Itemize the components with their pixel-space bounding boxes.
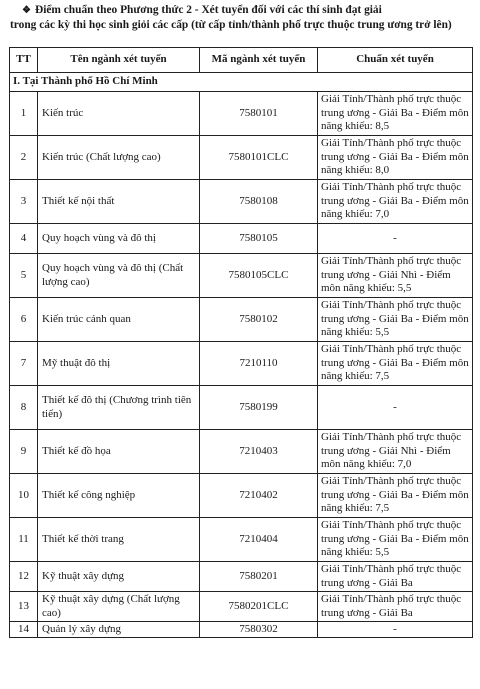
admission-criteria: Giải Tỉnh/Thành phố trực thuộc trung ương - Giải Ba - Điểm môn năng khiếu: 5,5	[318, 518, 473, 562]
heading-text-2: trong các kỳ thi học sinh giỏi các cấp (từ cấp tỉnh/thành phố trực thuộc trung ương trở lên)	[10, 19, 452, 31]
table-row	[10, 592, 473, 622]
program-name: Kỹ thuật xây dựng	[38, 562, 200, 592]
row-number: 3	[10, 180, 38, 224]
row-number: 4	[10, 224, 38, 254]
admission-table	[9, 47, 473, 638]
program-code: 7580105	[200, 224, 318, 254]
row-number: 7	[10, 342, 38, 386]
table-row	[10, 518, 473, 562]
program-name: Kiến trúc cảnh quan	[38, 298, 200, 342]
admission-criteria: Giải Tỉnh/Thành phố trực thuộc trung ương - Giải Ba - Điểm môn năng khiếu: 7,5	[318, 474, 473, 518]
table-row	[10, 430, 473, 474]
program-name: Thiết kế công nghiệp	[38, 474, 200, 518]
row-number: 6	[10, 298, 38, 342]
header-tt: TT	[10, 48, 38, 73]
row-number: 8	[10, 386, 38, 430]
table-row	[10, 92, 473, 136]
program-code: 7580302	[200, 622, 318, 638]
heading-text-1: Điểm chuẩn theo Phương thức 2 - Xét tuyển đối với các thí sinh đạt giải	[34, 4, 382, 16]
admission-criteria: Giải Tỉnh/Thành phố trực thuộc trung ương - Giải Ba - Điểm môn năng khiếu: 5,5	[318, 298, 473, 342]
program-code: 7580105CLC	[200, 254, 318, 298]
program-name: Quy hoạch vùng và đô thị (Chất lượng cao)	[38, 254, 200, 298]
program-name: Thiết kế thời trang	[38, 518, 200, 562]
admission-criteria: Giải Tỉnh/Thành phố trực thuộc trung ương - Giải Ba - Điểm môn năng khiếu: 8,5	[318, 92, 473, 136]
header-code: Mã ngành xét tuyển	[200, 48, 318, 73]
table-row	[10, 180, 473, 224]
program-code: 7210110	[200, 342, 318, 386]
admission-criteria: Giải Tỉnh/Thành phố trực thuộc trung ương - Giải Ba - Điểm môn năng khiếu: 7,0	[318, 180, 473, 224]
program-code: 7210403	[200, 430, 318, 474]
admission-criteria: -	[318, 622, 473, 638]
section-row	[10, 73, 473, 92]
table-row	[10, 474, 473, 518]
admission-criteria: Giải Tỉnh/Thành phố trực thuộc trung ương - Giải Ba - Điểm môn năng khiếu: 8,0	[318, 136, 473, 180]
program-code: 7580201CLC	[200, 592, 318, 622]
program-name: Quy hoạch vùng và đô thị	[38, 224, 200, 254]
program-name: Thiết kế nội thất	[38, 180, 200, 224]
table-row	[10, 136, 473, 180]
table-row	[10, 562, 473, 592]
program-code: 7210402	[200, 474, 318, 518]
header-name: Tên ngành xét tuyển	[38, 48, 200, 73]
header-criteria: Chuẩn xét tuyển	[318, 48, 473, 73]
table-row	[10, 622, 473, 638]
program-code: 7580101	[200, 92, 318, 136]
admission-criteria: Giải Tỉnh/Thành phố trực thuộc trung ương - Giải Ba	[318, 592, 473, 622]
row-number: 10	[10, 474, 38, 518]
program-code: 7580101CLC	[200, 136, 318, 180]
table-row	[10, 386, 473, 430]
row-number: 9	[10, 430, 38, 474]
admission-criteria: Giải Tỉnh/Thành phố trực thuộc trung ương - Giải Nhì - Điểm môn năng khiếu: 5,5	[318, 254, 473, 298]
admission-criteria: -	[318, 224, 473, 254]
program-name: Mỹ thuật đô thị	[38, 342, 200, 386]
program-code: 7580201	[200, 562, 318, 592]
section-title: I. Tại Thành phố Hồ Chí Minh	[10, 73, 473, 92]
admission-criteria: Giải Tỉnh/Thành phố trực thuộc trung ương - Giải Ba - Điểm môn năng khiếu: 7,5	[318, 342, 473, 386]
row-number: 14	[10, 622, 38, 638]
table-header-row	[10, 48, 473, 73]
section-heading	[10, 3, 472, 32]
program-name: Kiến trúc (Chất lượng cao)	[38, 136, 200, 180]
row-number: 1	[10, 92, 38, 136]
admission-criteria: Giải Tỉnh/Thành phố trực thuộc trung ương - Giải Nhì - Điểm môn năng khiếu: 7,0	[318, 430, 473, 474]
row-number: 2	[10, 136, 38, 180]
row-number: 11	[10, 518, 38, 562]
program-code: 7580108	[200, 180, 318, 224]
program-code: 7580102	[200, 298, 318, 342]
admission-criteria: Giải Tỉnh/Thành phố trực thuộc trung ương - Giải Ba	[318, 562, 473, 592]
program-code: 7580199	[200, 386, 318, 430]
row-number: 12	[10, 562, 38, 592]
program-name: Kỹ thuật xây dựng (Chất lượng cao)	[38, 592, 200, 622]
heading-line-1	[10, 3, 472, 18]
row-number: 13	[10, 592, 38, 622]
program-name: Kiến trúc	[38, 92, 200, 136]
diamond-bullet-icon: ❖	[22, 5, 31, 16]
program-name: Thiết kế đồ họa	[38, 430, 200, 474]
program-name: Quản lý xây dựng	[38, 622, 200, 638]
program-name: Thiết kế đô thị (Chương trình tiên tiến)	[38, 386, 200, 430]
table-row	[10, 298, 473, 342]
admission-criteria: -	[318, 386, 473, 430]
program-code: 7210404	[200, 518, 318, 562]
row-number: 5	[10, 254, 38, 298]
table-row	[10, 254, 473, 298]
table-row	[10, 224, 473, 254]
table-row	[10, 342, 473, 386]
